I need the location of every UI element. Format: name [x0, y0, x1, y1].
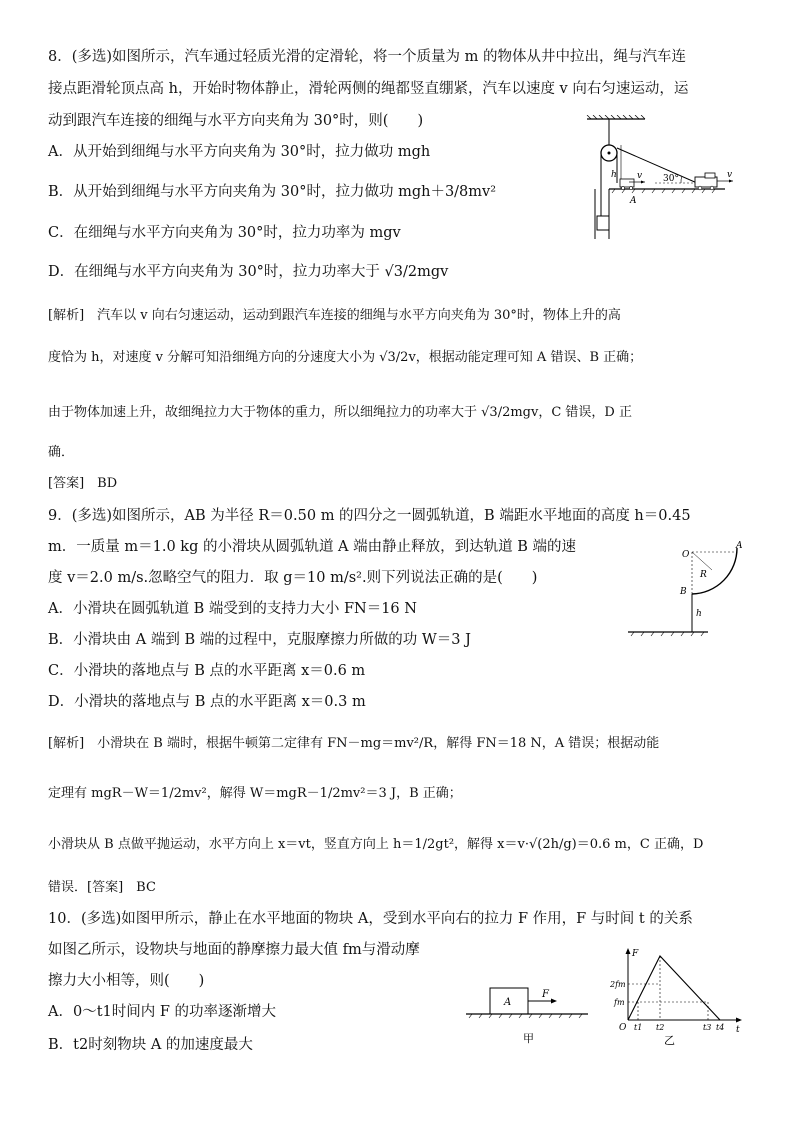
q10-option-b: B．t2时刻物块 A 的加速度最大 [48, 1037, 253, 1053]
q10-figure-yi [608, 944, 748, 1048]
q10-x-axis-label: t [736, 1025, 740, 1035]
q9-track-figure [622, 540, 752, 640]
q10-x-tick-t1: t1 [634, 1023, 643, 1032]
q10-x-tick-t3: t3 [703, 1023, 712, 1032]
q9-option-d: D．小滑块的落地点与 B 点的水平距离 x＝0.3 m [48, 694, 366, 710]
q8-analysis-line-2: 度恰为 h，对速度 v 分解可知沿细绳方向的分速度大小为 √3/2v，根据动能定理可知 A 错误、B 正确； [48, 350, 643, 365]
q10-origin-label: O [619, 1023, 627, 1033]
q9-point-b-label: B [680, 587, 687, 597]
q9-analysis-line-1: [解析] 小滑块在 B 端时，根据牛顿第二定律有 FN－mg＝mv²/R，解得 FN＝18 N，A 错误；根据动能 [48, 736, 660, 751]
q8-stem-line-3: 动到跟汽车连接的细绳与水平方向夹角为 30°时，则( ) [48, 113, 424, 129]
q8-option-a: A．从开始到细绳与水平方向夹角为 30°时，拉力做功 mgh [48, 144, 431, 160]
q9-height-label: h [696, 609, 702, 619]
q9-stem-line-3: 度 v＝2.0 m/s.忽略空气的阻力．取 g＝10 m/s².则下列说法正确的是( ) [48, 570, 538, 586]
q10-force-label: F [542, 989, 549, 1000]
q8-stem-line-2: 接点距滑轮顶点高 h，开始时物体静止，滑轮两侧的绳都竖直绷紧，汽车以速度 v 向右匀速运动，运 [48, 81, 689, 97]
q9-option-c: C．小滑块的落地点与 B 点的水平距离 x＝0.6 m [48, 663, 366, 679]
q10-y-axis-label: F [632, 949, 639, 959]
q10-y-tick-fm: fm [614, 998, 625, 1007]
q8-h-label: h [611, 170, 617, 180]
q10-caption-yi: 乙 [664, 1034, 675, 1047]
q10-figure-jia [462, 980, 592, 1046]
q9-radius-label: R [700, 570, 707, 580]
q10-caption-jia: 甲 [523, 1032, 534, 1045]
q9-stem-line-2: m．一质量 m＝1.0 kg 的小滑块从圆弧轨道 A 端由静止释放，到达轨道 B 端的速 [48, 539, 577, 555]
q10-x-tick-t4: t4 [716, 1023, 725, 1032]
q9-point-a-label: A [736, 541, 743, 551]
q8-option-d: D．在细绳与水平方向夹角为 30°时，拉力功率大于 √3/2mgv [48, 264, 449, 280]
q8-velocity-label-1: v [637, 171, 643, 181]
q9-option-a: A．小滑块在圆弧轨道 B 端受到的支持力大小 FN＝16 N [48, 601, 417, 617]
q8-option-b: B．从开始到细绳与水平方向夹角为 30°时，拉力做功 mgh＋3/8mv² [48, 184, 497, 200]
q8-velocity-label-2: v [727, 170, 733, 180]
q9-stem-line-1: 9．(多选)如图所示，AB 为半径 R＝0.50 m 的四分之一圆弧轨道，B 端距水平地面的高度 h＝0.45 [48, 508, 691, 524]
q8-answer: [答案] BD [48, 476, 118, 491]
q9-option-b: B．小滑块由 A 端到 B 端的过程中，克服摩擦力所做的功 W＝3 J [48, 632, 471, 648]
q10-y-tick-2fm: 2fm [610, 980, 626, 989]
q8-option-c: C．在细绳与水平方向夹角为 30°时，拉力功率为 mgv [48, 225, 401, 241]
q10-stem-line-3: 擦力大小相等，则( ) [48, 973, 205, 989]
q10-stem-line-2: 如图乙所示，设物块与地面的静摩擦力最大值 fm与滑动摩 [48, 942, 420, 958]
q9-analysis-line-3: 小滑块从 B 点做平抛运动，水平方向上 x＝vt，竖直方向上 h＝1/2gt²，解得 x＝v·√(2h/g)＝0.6 m，C 正确，D [48, 837, 704, 852]
q10-stem-line-1: 10．(多选)如图甲所示，静止在水平地面的物块 A，受到水平向右的拉力 F 作用，F 与时间 t 的关系 [48, 911, 693, 927]
q9-point-o-label: O [682, 550, 690, 560]
q8-point-a-label: A [630, 196, 637, 206]
q10-block-label: A [504, 997, 512, 1008]
q8-analysis-line-1: [解析] 汽车以 v 向右匀速运动，运动到跟汽车连接的细绳与水平方向夹角为 30°时，物体上升的高 [48, 308, 621, 323]
q8-angle-label: 30° [663, 174, 679, 184]
q10-option-a: A．0～t1时间内 F 的功率逐渐增大 [48, 1004, 277, 1020]
q10-x-tick-t2: t2 [656, 1023, 665, 1032]
q8-analysis-line-4: 确． [48, 445, 75, 460]
q8-analysis-line-3: 由于物体加速上升，故细绳拉力大于物体的重力，所以细绳拉力的功率大于 √3/2mgv，C 错误，D 正 [48, 405, 632, 420]
q9-analysis-answer: 错误．[答案] BC [48, 880, 156, 895]
q8-pulley-figure [585, 115, 745, 240]
q9-analysis-line-2: 定理有 mgR－W＝1/2mv²，解得 W＝mgR－1/2mv²＝3 J，B 正确； [48, 786, 462, 801]
q8-stem-line-1: 8．(多选)如图所示，汽车通过轻质光滑的定滑轮，将一个质量为 m 的物体从井中拉出，绳与汽车连 [48, 49, 687, 65]
